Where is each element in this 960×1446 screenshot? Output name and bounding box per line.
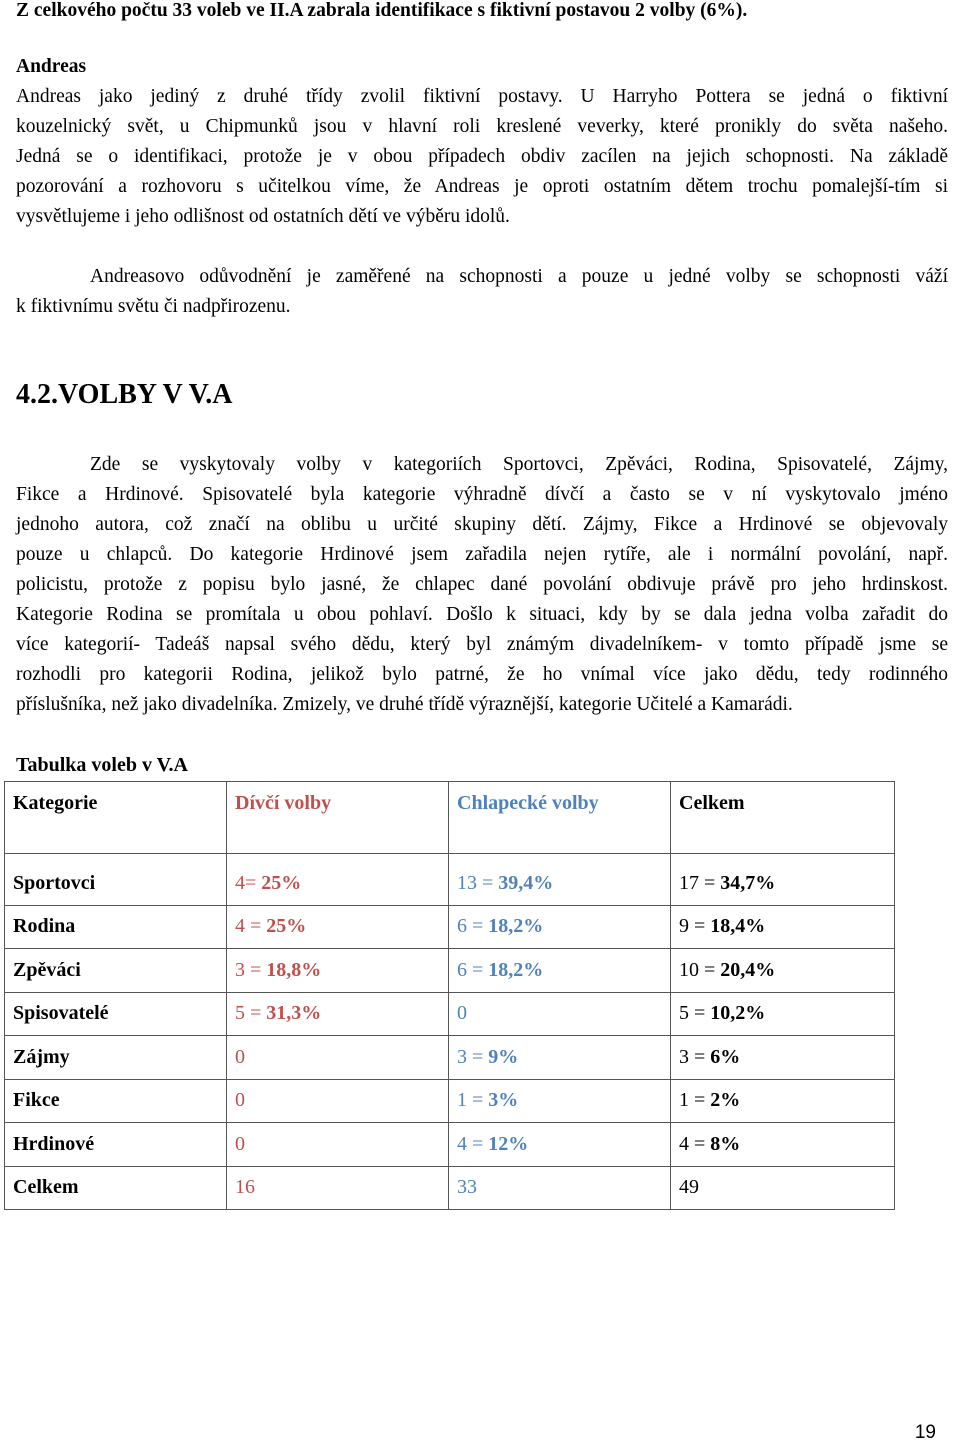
- table-title: Tabulka voleb v V.A: [16, 754, 188, 776]
- girls-count: 4 =: [235, 915, 267, 938]
- cell-girls: [227, 854, 449, 906]
- header-cell-girls: Dívčí volby: [227, 782, 449, 854]
- paragraph-line: Andreasovo odůvodnění je zaměřené na schopnosti a pouze u jedné volby se schopnosti váží: [90, 266, 948, 287]
- table-header-row: [5, 782, 895, 854]
- total-percent: 2%: [710, 1089, 741, 1112]
- total-percent: 34,7%: [720, 871, 776, 894]
- girls-count: 0: [235, 1132, 245, 1155]
- total-count: 9 =: [679, 915, 711, 938]
- category-text: Spisovatelé: [13, 1002, 109, 1025]
- girls-percent: 25%: [266, 915, 307, 938]
- paragraph-line: k fiktivnímu světu či nadpřirozenu.: [16, 296, 291, 317]
- paragraph-line: jednoho autora, což značí na oblibu u určité skupiny dětí. Zájmy, Fikce a Hrdinové se objevovaly: [16, 514, 948, 535]
- boys-count: 1 =: [457, 1089, 489, 1112]
- boys-percent: 18,2%: [488, 958, 544, 981]
- girls-percent: 18,8%: [266, 958, 322, 981]
- total-percent: 6%: [710, 1045, 741, 1068]
- category-text: Hrdinové: [13, 1132, 95, 1155]
- cell-total: [671, 854, 895, 906]
- category-text: Zpěváci: [13, 958, 81, 981]
- cell-total: [671, 1036, 895, 1080]
- paragraph-line: pozorování a rozhovoru s učitelkou víme, že Andreas je oproti ostatním dětem trochu pomalejší-tím si: [16, 176, 948, 197]
- andreas-reason-paragraph: [16, 262, 948, 322]
- total-count: 10 =: [679, 958, 721, 981]
- paragraph-line: kouzelnický svět, u Chipmunků jsou v hlavní roli kreslené veverky, které pronikly do světa našeho.: [16, 116, 948, 137]
- cell-total: [671, 949, 895, 993]
- boys-count: 13 =: [457, 871, 499, 894]
- boys-percent: 3%: [488, 1089, 519, 1112]
- girls-count: 0: [235, 1045, 245, 1068]
- category-text: Zájmy: [13, 1045, 70, 1068]
- paragraph-line: Fikce a Hrdinové. Spisovatelé byla kategorie výhradně dívčí a často se v ní vyskytovalo jméno: [16, 484, 948, 505]
- andreas-paragraph: [16, 82, 948, 232]
- cell-girls: [227, 1123, 449, 1167]
- table-row: [5, 949, 895, 993]
- table-row: [5, 1079, 895, 1123]
- paragraph-line: policistu, protože z popisu bylo jasné, že chlapec dané povolání obdivuje právě pro jeho hrdinskost.: [16, 574, 948, 595]
- cell-boys: [449, 1166, 671, 1210]
- girls-count: 3 =: [235, 958, 267, 981]
- cell-boys: [449, 905, 671, 949]
- table-row: [5, 1123, 895, 1167]
- header-cell-category: Kategorie: [5, 782, 227, 854]
- girls-count: 5 =: [235, 1002, 267, 1025]
- cell-total: [671, 1123, 895, 1167]
- total-percent: 18,4%: [710, 915, 766, 938]
- boys-percent: 39,4%: [498, 871, 554, 894]
- table-row: [5, 854, 895, 906]
- category-text: Fikce: [13, 1089, 60, 1112]
- cell-girls: [227, 992, 449, 1036]
- boys-percent: 18,2%: [488, 915, 544, 938]
- boys-count: 33: [457, 1176, 477, 1199]
- boys-percent: 9%: [488, 1045, 519, 1068]
- total-count: 3 =: [679, 1045, 711, 1068]
- total-count: 17 =: [679, 871, 721, 894]
- total-percent: 10,2%: [710, 1002, 766, 1025]
- boys-count: 4 =: [457, 1132, 489, 1155]
- category-text: Celkem: [13, 1176, 79, 1199]
- girls-count: 4=: [235, 871, 262, 894]
- cell-category: [5, 1079, 227, 1123]
- total-count: 1 =: [679, 1089, 711, 1112]
- paragraph-line: Kategorie Rodina se promítala u obou pohlaví. Došlo k situaci, kdy by se dala jedna volba zařadit do: [16, 604, 948, 625]
- boys-count: 6 =: [457, 915, 489, 938]
- andreas-heading: Andreas: [16, 56, 87, 77]
- cell-boys: [449, 1036, 671, 1080]
- girls-count: 16: [235, 1176, 255, 1199]
- table-row: [5, 992, 895, 1036]
- cell-boys: [449, 854, 671, 906]
- girls-count: 0: [235, 1089, 245, 1112]
- boys-count: 3 =: [457, 1045, 489, 1068]
- cell-total: [671, 1166, 895, 1210]
- total-percent: 20,4%: [720, 958, 776, 981]
- paragraph-line: Zde se vyskytovaly volby v kategoriích Sportovci, Zpěváci, Rodina, Spisovatelé, Zájmy,: [90, 454, 948, 475]
- header-cell-total: Celkem: [671, 782, 895, 854]
- header-cell-boys: Chlapecké volby: [449, 782, 671, 854]
- intro-summary-line: Z celkového počtu 33 voleb ve II.A zabrala identifikace s fiktivní postavou 2 volby (6%).: [16, 0, 748, 21]
- total-count: 5 =: [679, 1002, 711, 1025]
- cell-boys: [449, 1123, 671, 1167]
- paragraph-line: Jedná se o identifikaci, protože je v obou případech obdiv zacílen na jejich schopnosti. Na základě: [16, 146, 948, 167]
- table-row: [5, 1036, 895, 1080]
- paragraph-line: pouze u chlapců. Do kategorie Hrdinové jsem zařadila nejen rytíře, ale i normální povolání, např.: [16, 544, 948, 565]
- paragraph-line: Andreas jako jediný z druhé třídy zvolil fiktivní postavy. U Harryho Pottera se jedná o fiktivní: [16, 86, 948, 107]
- cell-category: [5, 905, 227, 949]
- paragraph-line: příslušníka, než jako divadelníka. Zmizely, ve druhé třídě výraznější, kategorie Učitelé a Kamarádi.: [16, 694, 793, 715]
- category-text: Sportovci: [13, 871, 96, 894]
- cell-total: [671, 905, 895, 949]
- girls-percent: 31,3%: [266, 1002, 322, 1025]
- section-heading: 4.2.VOLBY V V.A: [16, 379, 233, 410]
- cell-girls: [227, 1166, 449, 1210]
- section-paragraph: [16, 450, 948, 720]
- paragraph-line: vysvětlujeme i jeho odlišnost od ostatních dětí ve výběru idolů.: [16, 206, 510, 227]
- cell-girls: [227, 1036, 449, 1080]
- category-text: Rodina: [13, 915, 76, 938]
- paragraph-line: rozhodli pro kategorii Rodina, jelikož bylo patrné, že ho vnímal více jako dědu, tedy rodinného: [16, 664, 948, 685]
- cell-boys: [449, 992, 671, 1036]
- boys-count: 6 =: [457, 958, 489, 981]
- cell-girls: [227, 949, 449, 993]
- table-row: [5, 1166, 895, 1210]
- total-count: 49: [679, 1176, 699, 1199]
- total-count: 4 =: [679, 1132, 711, 1155]
- cell-category: [5, 1166, 227, 1210]
- cell-girls: [227, 905, 449, 949]
- cell-category: [5, 854, 227, 906]
- page-number: 19: [914, 1422, 936, 1443]
- cell-category: [5, 1036, 227, 1080]
- boys-percent: 12%: [488, 1132, 529, 1155]
- cell-girls: [227, 1079, 449, 1123]
- cell-category: [5, 949, 227, 993]
- girls-percent: 25%: [261, 871, 302, 894]
- cell-category: [5, 1123, 227, 1167]
- table-row: [5, 905, 895, 949]
- cell-boys: [449, 949, 671, 993]
- cell-total: [671, 1079, 895, 1123]
- cell-category: [5, 992, 227, 1036]
- votes-table: [4, 781, 895, 1210]
- cell-total: [671, 992, 895, 1036]
- cell-boys: [449, 1079, 671, 1123]
- paragraph-line: více kategorií- Tadeáš napsal svého dědu, který byl známým divadelníkem- v tomto případě jsme se: [16, 634, 948, 655]
- boys-count: 0: [457, 1002, 467, 1025]
- total-percent: 8%: [710, 1132, 741, 1155]
